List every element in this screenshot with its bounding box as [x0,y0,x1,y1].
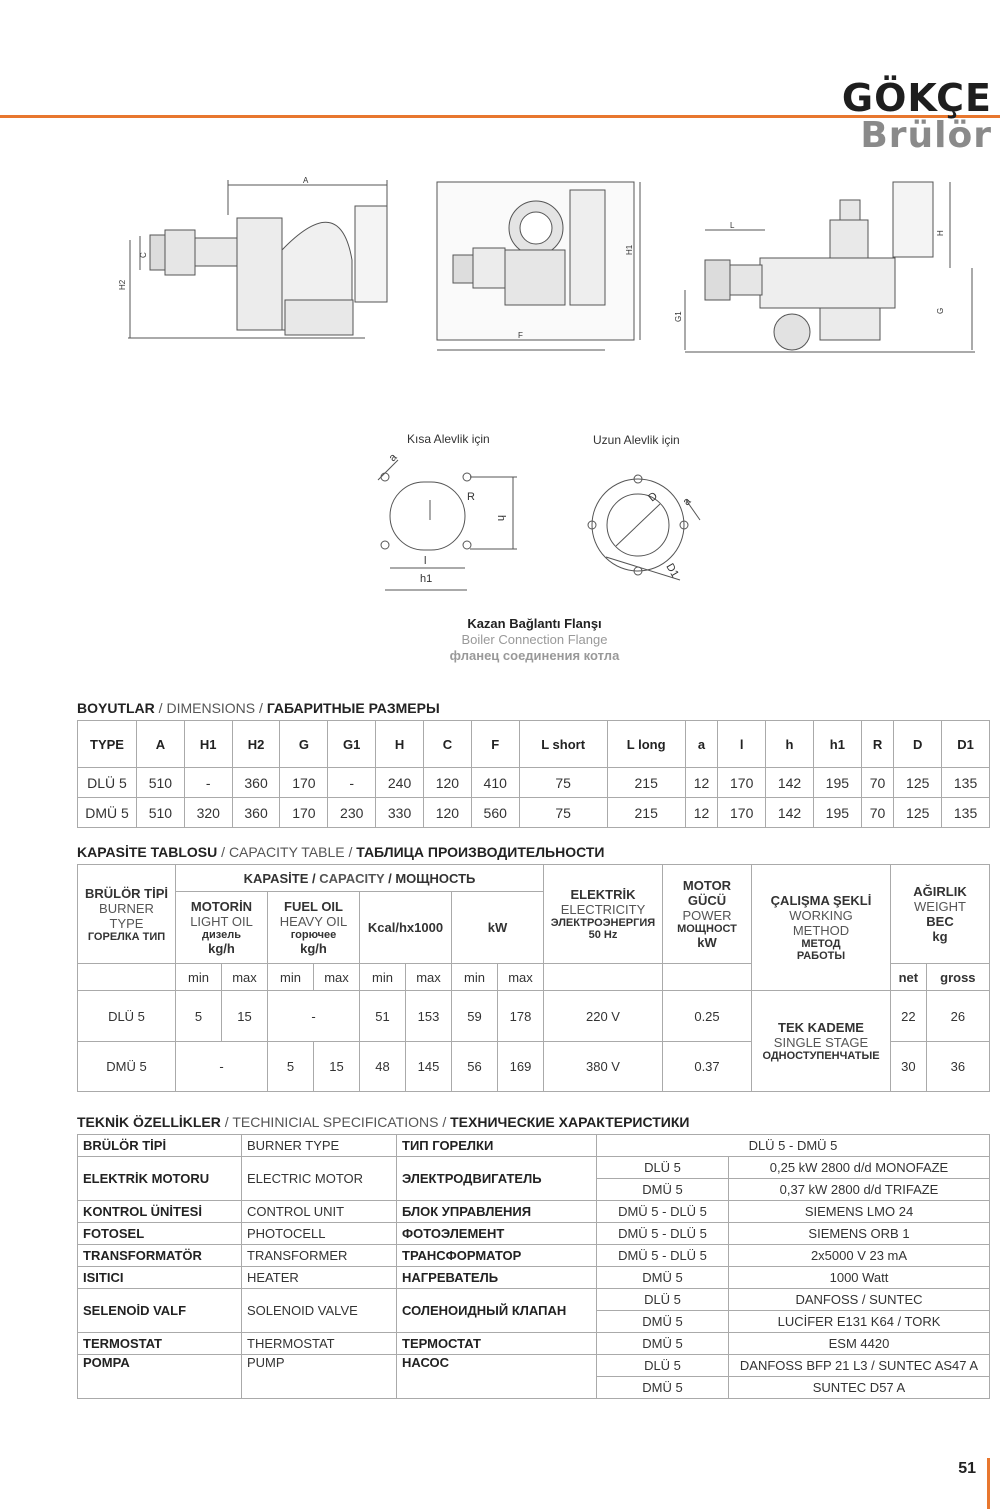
cap-elec-header: ELEKTRİK ELECTRICITY ЭЛЕКТРОЭНЕРГИЯ 50 Hz [544,865,663,964]
long-flame-flange-drawing [588,475,700,580]
dim-cell: 510 [137,798,185,828]
cap-empty-cell [78,964,176,991]
dim-cell: 510 [137,768,185,798]
dim-cell: 230 [328,798,376,828]
flange-label-h1: h1 [420,573,433,585]
dim-cell: 330 [376,798,424,828]
cap-kcal-header: Kcal/hx1000 [360,892,452,964]
dim-label-a: A [303,176,309,185]
table-row: TRANSFORMATÖR TRANSFORMER ТРАНСФОРМАТОР DMÜ 5 - DLÜ 5 2x5000 V 23 mA [78,1245,990,1267]
dim-cell: 360 [232,798,280,828]
table-row: DLÜ 5 5 15 - 51 153 59 178 220 V 0.25 TEK KADEME SINGLE STAGE ОДНОСТУПЕНЧАТЫЕ 22 26 [78,991,990,1042]
cap-heavy-oil-header: FUEL OIL HEAVY OIL горючее kg/h [268,892,360,964]
dim-cell: 125 [894,768,942,798]
cap-stage-cell: TEK KADEME SINGLE STAGE ОДНОСТУПЕНЧАТЫЕ [752,991,891,1092]
dim-label-g: G [936,307,945,314]
cap-weight-header: AĞIRLIK WEIGHT ВЕС kg [891,865,990,964]
dim-label-f: F [518,331,523,340]
flange-caption [0,616,1000,664]
cap-group-header: KAPASİTE / CAPACITY / МОЩНОСТЬ [176,865,544,892]
top-view-drawing [685,182,975,352]
flange-short-title: Kısa Alevlik için [407,432,490,446]
dim-header-cell: l [718,721,766,768]
dim-cell: 215 [607,768,685,798]
dimensions-title: BOYUTLAR / DIMENSIONS / ГАБАРИТНЫЕ РАЗМЕРЫ [77,700,440,716]
dim-header-cell: A [137,721,185,768]
dim-label-h1: H1 [625,244,634,255]
table-row: POMPA PUMP НАСОС DLÜ 5 DANFOSS BFP 21 L3 / SUNTEC AS47 A [78,1355,990,1377]
dim-header-cell: TYPE [78,721,137,768]
dim-cell: 170 [280,798,328,828]
short-flame-flange-drawing [378,460,517,590]
flange-caption-tr: Kazan Bağlantı Flanşı [467,616,602,631]
specs-title: TEKNİK ÖZELLİKLER / TECHINICIAL SPECIFICATIONS / ТЕХНИЧЕСКИЕ ХАРАКТЕРИСТИКИ [77,1114,690,1130]
dim-header-cell: a [685,721,718,768]
dim-cell: 215 [607,798,685,828]
capacity-title: KAPASİTE TABLOSU / CAPACITY TABLE / ТАБЛИЦА ПРОИЗВОДИТЕЛЬНОСТИ [77,844,605,860]
flange-label-a-long: a [680,495,694,509]
cap-light-oil-header: MOTORİN LIGHT OIL дизель kg/h [176,892,268,964]
cap-motor-header: MOTOR GÜCÜ POWER МОЩНОСТ kW [663,865,752,964]
side-view-drawing [128,180,387,338]
dim-cell: 560 [471,798,519,828]
table-row: ELEKTRİK MOTORU ELECTRIC MOTOR ЭЛЕКТРОДВИГАТЕЛЬ DLÜ 5 0,25 kW 2800 d/d MONOFAZE [78,1157,990,1179]
capacity-table: BRÜLÖR TİPİ BURNER TYPE ГОРЕЛКА ТИП KAPASİTE / CAPACITY / МОЩНОСТЬ ELEKTRİK ELECTRICITY ЭЛЕКТРОЭНЕРГИЯ 50 Hz MOTOR GÜCÜ POWER МОЩНОСТ kW ÇALIŞMA ŞEKLİ WORKING METHOD МЕТОД РАБОТЫ AĞIRLIK WEIGHT ВЕС kg MOTORİN LIGHT OIL дизель kg/h FUEL OIL HEAVY OIL горючее kg/h Kcal/hx1000 kW min max min max min max min max net gross DLÜ 5 5 15 - 51 153 59 178 220 V 0.25 TEK KADEME SINGLE STAGE ОДНОСТУПЕНЧАТЫЕ 22 26 DMÜ 5 - 5 15 48 145 56 169 380 V 0.37 30 36 [77,864,990,1092]
dim-header-cell: R [861,721,894,768]
table-row: FOTOSEL PHOTOCELL ФОТОЭЛЕМЕНТ DMÜ 5 - DLÜ 5 SIEMENS ORB 1 [78,1223,990,1245]
dim-cell: 195 [813,768,861,798]
table-row: DMÜ 5 - 5 15 48 145 56 169 380 V 0.37 30 36 [78,1042,990,1092]
dim-cell: 12 [685,768,718,798]
dim-cell: 410 [471,768,519,798]
dim-cell: 360 [232,768,280,798]
dim-header-cell: h [766,721,814,768]
cap-type-header: BRÜLÖR TİPİ BURNER TYPE ГОРЕЛКА ТИП [78,865,176,964]
logo-line1: GÖKÇE [841,76,992,120]
table-row: KONTROL ÜNİTESİ CONTROL UNIT БЛОК УПРАВЛЕНИЯ DMÜ 5 - DLÜ 5 SIEMENS LMO 24 [78,1201,990,1223]
dim-cell: 75 [519,798,607,828]
dimensions-header-row [78,721,990,768]
dim-cell: 170 [280,768,328,798]
dim-label-c: C [139,252,148,258]
dim-header-cell: H2 [232,721,280,768]
dim-label-l: L [730,221,735,230]
dim-cell: 142 [766,768,814,798]
dim-header-cell: C [423,721,471,768]
flange-label-d1: D1 [663,561,681,580]
flange-label-d: D [646,489,661,505]
dim-cell: 120 [423,768,471,798]
dim-cell: - [328,768,376,798]
dim-label-h2: H2 [118,279,127,290]
table-row: BRÜLÖR TİPİ BURNER TYPE ТИП ГОРЕЛКИ DLÜ 5 - DMÜ 5 [78,1135,990,1157]
table-row [78,798,990,828]
cap-work-header: ÇALIŞMA ŞEKLİ WORKING METHOD МЕТОД РАБОТЫ [752,865,891,991]
table-row: DMÜ 5 LUCİFER E131 K64 / TORK [78,1311,990,1333]
dim-header-cell: G [280,721,328,768]
page-number: 51 [958,1460,976,1477]
specs-table [77,1134,990,1399]
dim-header-cell: h1 [813,721,861,768]
logo-line2: Brülör [860,115,992,156]
dim-cell: 70 [861,768,894,798]
dim-cell: 135 [942,768,990,798]
flange-label-l: l [424,555,427,567]
table-row: ISITICI HEATER НАГРЕВАТЕЛЬ DMÜ 5 1000 Watt [78,1267,990,1289]
dim-cell: - [184,768,232,798]
dim-cell: 195 [813,798,861,828]
dim-header-cell: F [471,721,519,768]
dim-header-cell: L short [519,721,607,768]
dimensions-table [77,720,990,828]
dim-label-g1: G1 [674,311,683,322]
dim-cell: DLÜ 5 [78,768,137,798]
dim-cell: 125 [894,798,942,828]
dim-cell: 12 [685,798,718,828]
flange-label-r: R [467,491,475,503]
dim-header-cell: D1 [942,721,990,768]
page-number-bar [987,1458,990,1509]
dim-cell: 135 [942,798,990,828]
flange-label-h: h [495,515,507,522]
flange-label-a-short: a [386,451,400,465]
dim-cell: 240 [376,768,424,798]
table-row: TERMOSTAT THERMOSTAT ТЕРМОСТАТ DMÜ 5 ESM 4420 [78,1333,990,1355]
front-view-drawing [437,182,640,350]
dim-cell: 142 [766,798,814,828]
table-row [78,768,990,798]
flange-long-title: Uzun Alevlik için [593,433,680,447]
dim-cell: DMÜ 5 [78,798,137,828]
table-row: DMÜ 5 SUNTEC D57 A [78,1377,990,1399]
dim-label-h: H [936,230,945,236]
dim-cell: 170 [718,798,766,828]
dim-header-cell: G1 [328,721,376,768]
dim-header-cell: H1 [184,721,232,768]
cap-kw-header: kW [452,892,544,964]
burner-technical-drawings [0,0,1000,680]
dim-cell: 70 [861,798,894,828]
dim-cell: 120 [423,798,471,828]
flange-caption-ru: фланец соединения котла [449,648,620,663]
table-row: SELENOİD VALF SOLENOID VALVE СОЛЕНОИДНЫЙ КЛАПАН DLÜ 5 DANFOSS / SUNTEC [78,1289,990,1311]
dim-cell: 170 [718,768,766,798]
dim-cell: 320 [184,798,232,828]
flange-caption-en: Boiler Connection Flange [461,632,608,647]
dim-header-cell: L long [607,721,685,768]
dim-header-cell: H [376,721,424,768]
dim-cell: 75 [519,768,607,798]
table-row: DMÜ 5 0,37 kW 2800 d/d TRIFAZE [78,1179,990,1201]
dim-header-cell: D [894,721,942,768]
